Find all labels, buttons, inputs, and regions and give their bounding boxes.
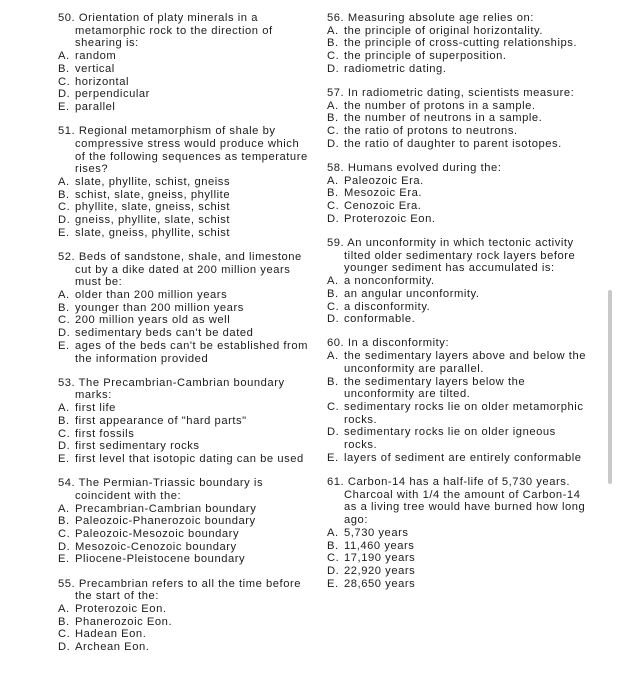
option-letter: B. <box>58 615 70 628</box>
question-57 <box>327 87 587 151</box>
option-text: Precambrian-Cambrian boundary <box>75 502 257 515</box>
answer-option <box>327 288 587 301</box>
question-53 <box>58 377 310 466</box>
option-text: parallel <box>75 100 116 113</box>
option-text: the principle of original horizontality. <box>344 24 544 37</box>
option-text: older than 200 million years <box>75 289 228 302</box>
option-letter: D. <box>58 327 71 340</box>
question-number: 55. <box>58 577 76 590</box>
answer-option <box>58 628 310 641</box>
option-text: a nonconformity. <box>344 275 435 288</box>
option-text: first sedimentary rocks <box>75 440 200 453</box>
answer-option <box>327 540 587 553</box>
option-text: horizontal <box>75 75 130 88</box>
question-stem-text: Regional metamorphism of shale by compressive stress would produce which of the following sequences as temperature rises? <box>75 125 308 176</box>
answer-option <box>58 528 310 541</box>
option-letter: B. <box>58 62 70 75</box>
question-stem <box>327 337 587 350</box>
option-text: perpendicular <box>75 88 150 101</box>
option-text: phyllite, slate, gneiss, schist <box>75 201 231 214</box>
right-question-column <box>327 12 587 602</box>
answer-option <box>58 50 310 63</box>
option-text: first appearance of "hard parts" <box>75 414 247 427</box>
answer-option <box>58 289 310 302</box>
answer-option <box>327 175 587 188</box>
option-text: the ratio of daughter to parent isotopes. <box>344 137 562 150</box>
option-letter: A. <box>58 175 70 188</box>
vertical-scrollbar[interactable] <box>608 290 612 484</box>
option-letter: B. <box>327 37 339 50</box>
question-text <box>58 578 310 603</box>
answer-option <box>58 503 310 516</box>
option-letter: C. <box>58 201 71 214</box>
answer-option <box>327 527 587 540</box>
question-text <box>58 477 310 502</box>
option-letter: B. <box>58 515 70 528</box>
option-letter: C. <box>58 75 71 88</box>
answer-option <box>58 340 310 365</box>
question-50 <box>58 12 310 114</box>
question-stem <box>327 162 587 175</box>
question-number: 53. <box>58 376 76 389</box>
option-text: Mesozoic-Cenozoic boundary <box>75 540 237 553</box>
answer-option <box>58 227 310 240</box>
answer-option <box>58 641 310 654</box>
answer-option <box>58 515 310 528</box>
question-text <box>327 476 587 527</box>
answer-option <box>327 125 587 138</box>
question-stem-text: Carbon-14 has a half-life of 5,730 years. Charcoal with 1/4 the amount of Carbon-14 as a living tree would have burned how long ago: <box>344 476 586 527</box>
option-letter: D. <box>58 540 71 553</box>
option-letter: A. <box>327 24 339 37</box>
option-text: 28,650 years <box>344 577 416 590</box>
answer-option <box>327 376 587 401</box>
option-text: conformable. <box>344 313 416 326</box>
option-text: Cenozoic Era. <box>344 200 422 213</box>
option-text: Paleozoic-Phanerozoic boundary <box>75 515 256 528</box>
option-text: 200 million years old as well <box>75 314 231 327</box>
question-stem-text: The Precambrian-Cambrian boundary marks: <box>75 376 285 402</box>
answer-option <box>327 37 587 50</box>
option-text: Archean Eon. <box>75 641 150 654</box>
question-52 <box>58 251 310 365</box>
question-56 <box>327 12 587 76</box>
question-number: 57. <box>327 87 345 100</box>
option-text: Proterozoic Eon. <box>344 212 436 225</box>
answer-option <box>327 275 587 288</box>
option-letter: C. <box>327 50 340 63</box>
answer-option <box>327 578 587 591</box>
question-stem-text: In radiometric dating, scientists measure: <box>347 87 575 100</box>
option-text: a disconformity. <box>344 300 431 313</box>
answer-option <box>58 553 310 566</box>
question-stem <box>58 578 310 603</box>
answer-option <box>327 63 587 76</box>
option-letter: D. <box>327 62 340 75</box>
answer-option <box>327 552 587 565</box>
option-text: the sedimentary layers below the unconformity are tilted. <box>344 375 526 401</box>
answer-option <box>58 214 310 227</box>
answer-option <box>327 565 587 578</box>
answer-option <box>58 76 310 89</box>
option-text: slate, phyllite, schist, gneiss <box>75 175 231 188</box>
question-58 <box>327 162 587 226</box>
option-letter: C. <box>58 628 71 641</box>
question-number: 52. <box>58 250 76 263</box>
question-number: 60. <box>327 337 345 350</box>
answer-option <box>58 603 310 616</box>
option-letter: D. <box>58 440 71 453</box>
question-number: 54. <box>58 477 76 490</box>
answer-option <box>327 50 587 63</box>
question-stem-text: Precambrian refers to all the time before the start of the: <box>75 577 302 603</box>
answer-option <box>58 415 310 428</box>
option-letter: C. <box>58 528 71 541</box>
answer-option <box>327 213 587 226</box>
question-text <box>58 12 310 50</box>
option-text: the sedimentary layers above and below the unconformity are parallel. <box>344 350 587 375</box>
option-text: sedimentary rocks lie on older metamorphic rocks. <box>344 400 584 426</box>
option-text: slate, gneiss, phyllite, schist <box>75 226 231 239</box>
answer-option <box>327 313 587 326</box>
option-text: first life <box>75 402 116 415</box>
question-text <box>58 125 310 176</box>
question-text <box>327 12 587 25</box>
answer-option <box>327 426 587 451</box>
question-stem <box>58 477 310 502</box>
option-letter: D. <box>58 214 71 227</box>
answer-option <box>327 187 587 200</box>
option-text: younger than 200 million years <box>75 301 244 314</box>
option-text: 22,920 years <box>344 564 416 577</box>
question-number: 51. <box>58 125 76 138</box>
option-letter: A. <box>327 350 339 363</box>
option-text: the principle of cross-cutting relationships. <box>344 37 578 50</box>
option-letter: C. <box>58 314 71 327</box>
option-text: Mesozoic Era. <box>344 187 423 200</box>
option-letter: E. <box>58 100 70 113</box>
option-text: Paleozoic Era. <box>344 174 424 187</box>
answer-option <box>58 402 310 415</box>
answer-option <box>58 201 310 214</box>
question-text <box>327 87 587 100</box>
option-letter: B. <box>327 539 339 552</box>
option-text: schist, slate, gneiss, phyllite <box>75 188 231 201</box>
option-letter: A. <box>58 502 70 515</box>
question-stem <box>327 237 587 275</box>
option-text: sedimentary beds can't be dated <box>75 327 254 340</box>
question-54 <box>58 477 310 566</box>
answer-option <box>58 453 310 466</box>
option-letter: E. <box>327 577 339 590</box>
option-text: Paleozoic-Mesozoic boundary <box>75 528 240 541</box>
option-letter: B. <box>327 375 339 388</box>
option-letter: C. <box>327 552 340 565</box>
option-text: Proterozoic Eon. <box>75 603 167 616</box>
option-letter: C. <box>327 300 340 313</box>
option-text: 5,730 years <box>344 526 409 539</box>
option-text: the ratio of protons to neutrons. <box>344 125 518 138</box>
question-stem <box>327 87 587 100</box>
question-stem-text: In a disconformity: <box>347 337 450 350</box>
option-text: first level that isotopic dating can be used <box>75 453 304 465</box>
question-stem-text: Humans evolved during the: <box>347 162 502 175</box>
option-text: the number of protons in a sample. <box>344 99 536 112</box>
option-letter: B. <box>58 301 70 314</box>
answer-option <box>327 350 587 375</box>
question-stem-text: Beds of sandstone, shale, and limestone cut by a dike dated at 200 million years must be: <box>75 250 302 289</box>
option-letter: B. <box>58 414 70 427</box>
option-letter: A. <box>58 50 70 63</box>
question-stem <box>58 377 310 402</box>
option-text: radiometric dating. <box>344 62 447 75</box>
question-number: 58. <box>327 162 345 175</box>
option-letter: B. <box>327 187 339 200</box>
question-stem-text: Measuring absolute age relies on: <box>347 12 534 24</box>
option-letter: A. <box>58 402 70 415</box>
answer-option <box>327 401 587 426</box>
option-text: 11,460 years <box>344 539 415 552</box>
answer-option <box>327 100 587 113</box>
option-letter: E. <box>58 226 70 239</box>
option-letter: D. <box>327 212 340 225</box>
question-60 <box>327 337 587 464</box>
answer-option <box>58 189 310 202</box>
answer-option <box>327 25 587 38</box>
answer-option <box>58 314 310 327</box>
question-stem <box>58 251 310 289</box>
option-letter: D. <box>58 88 71 101</box>
question-55 <box>58 578 310 654</box>
option-letter: C. <box>327 200 340 213</box>
option-letter: A. <box>327 526 339 539</box>
answer-option <box>58 88 310 101</box>
option-letter: C. <box>327 125 340 138</box>
option-letter: D. <box>327 564 340 577</box>
answer-option <box>58 101 310 114</box>
question-61 <box>327 476 587 590</box>
option-text: ages of the beds can't be established from the information provided <box>75 339 308 365</box>
option-letter: E. <box>58 553 70 566</box>
option-letter: D. <box>327 137 340 150</box>
answer-option <box>58 616 310 629</box>
option-text: random <box>75 50 117 63</box>
answer-option <box>58 63 310 76</box>
question-number: 61. <box>327 476 345 488</box>
question-number: 50. <box>58 12 76 24</box>
answer-option <box>58 428 310 441</box>
question-stem-text: An unconformity in which tectonic activity tilted older sedimentary rock layers before younger sediment has accumulated is: <box>344 237 576 275</box>
option-letter: A. <box>58 603 70 616</box>
option-letter: B. <box>58 188 70 201</box>
option-letter: B. <box>327 287 339 300</box>
option-letter: C. <box>327 400 340 413</box>
option-text: an angular unconformity. <box>344 287 480 300</box>
answer-option <box>58 440 310 453</box>
answer-option <box>327 200 587 213</box>
option-text: vertical <box>75 62 115 75</box>
question-stem <box>327 476 587 527</box>
question-text <box>327 237 587 275</box>
option-text: Phanerozoic Eon. <box>75 615 173 628</box>
option-text: the principle of superposition. <box>344 50 507 63</box>
question-number: 59. <box>327 237 345 250</box>
answer-option <box>327 301 587 314</box>
option-text: the number of neutrons in a sample. <box>344 112 543 125</box>
question-number: 56. <box>327 12 345 24</box>
question-text <box>327 162 587 175</box>
question-stem <box>327 12 587 25</box>
option-letter: D. <box>327 426 340 439</box>
answer-option <box>58 302 310 315</box>
option-text: gneiss, phyllite, slate, schist <box>75 214 231 227</box>
question-stem-text: Orientation of platy minerals in a metamorphic rock to the direction of shearing is: <box>75 12 273 50</box>
option-text: Hadean Eon. <box>75 628 147 641</box>
option-letter: D. <box>327 313 340 326</box>
answer-option <box>58 327 310 340</box>
question-text <box>58 251 310 289</box>
question-59 <box>327 237 587 326</box>
answer-option <box>327 452 587 465</box>
option-letter: E. <box>58 339 70 352</box>
option-text: Pliocene-Pleistocene boundary <box>75 553 246 566</box>
option-letter: E. <box>327 451 339 464</box>
option-letter: A. <box>58 289 70 302</box>
option-letter: A. <box>327 99 339 112</box>
answer-option <box>58 541 310 554</box>
answer-option <box>58 176 310 189</box>
option-letter: E. <box>58 453 70 465</box>
option-text: sedimentary rocks lie on older igneous rocks. <box>344 426 556 452</box>
option-letter: A. <box>327 174 339 187</box>
question-stem <box>58 12 310 50</box>
option-letter: A. <box>327 275 339 288</box>
question-stem-text: The Permian-Triassic boundary is coincident with the: <box>75 477 264 502</box>
question-text <box>327 337 587 350</box>
option-letter: D. <box>58 641 71 654</box>
question-text <box>58 377 310 402</box>
option-text: first fossils <box>75 427 135 440</box>
answer-option <box>327 112 587 125</box>
option-letter: C. <box>58 427 71 440</box>
answer-option <box>327 138 587 151</box>
option-text: layers of sediment are entirely conformable <box>344 451 582 464</box>
option-letter: B. <box>327 112 339 125</box>
left-question-column <box>58 12 310 665</box>
question-51 <box>58 125 310 239</box>
option-text: 17,190 years <box>344 552 416 565</box>
question-stem <box>58 125 310 176</box>
